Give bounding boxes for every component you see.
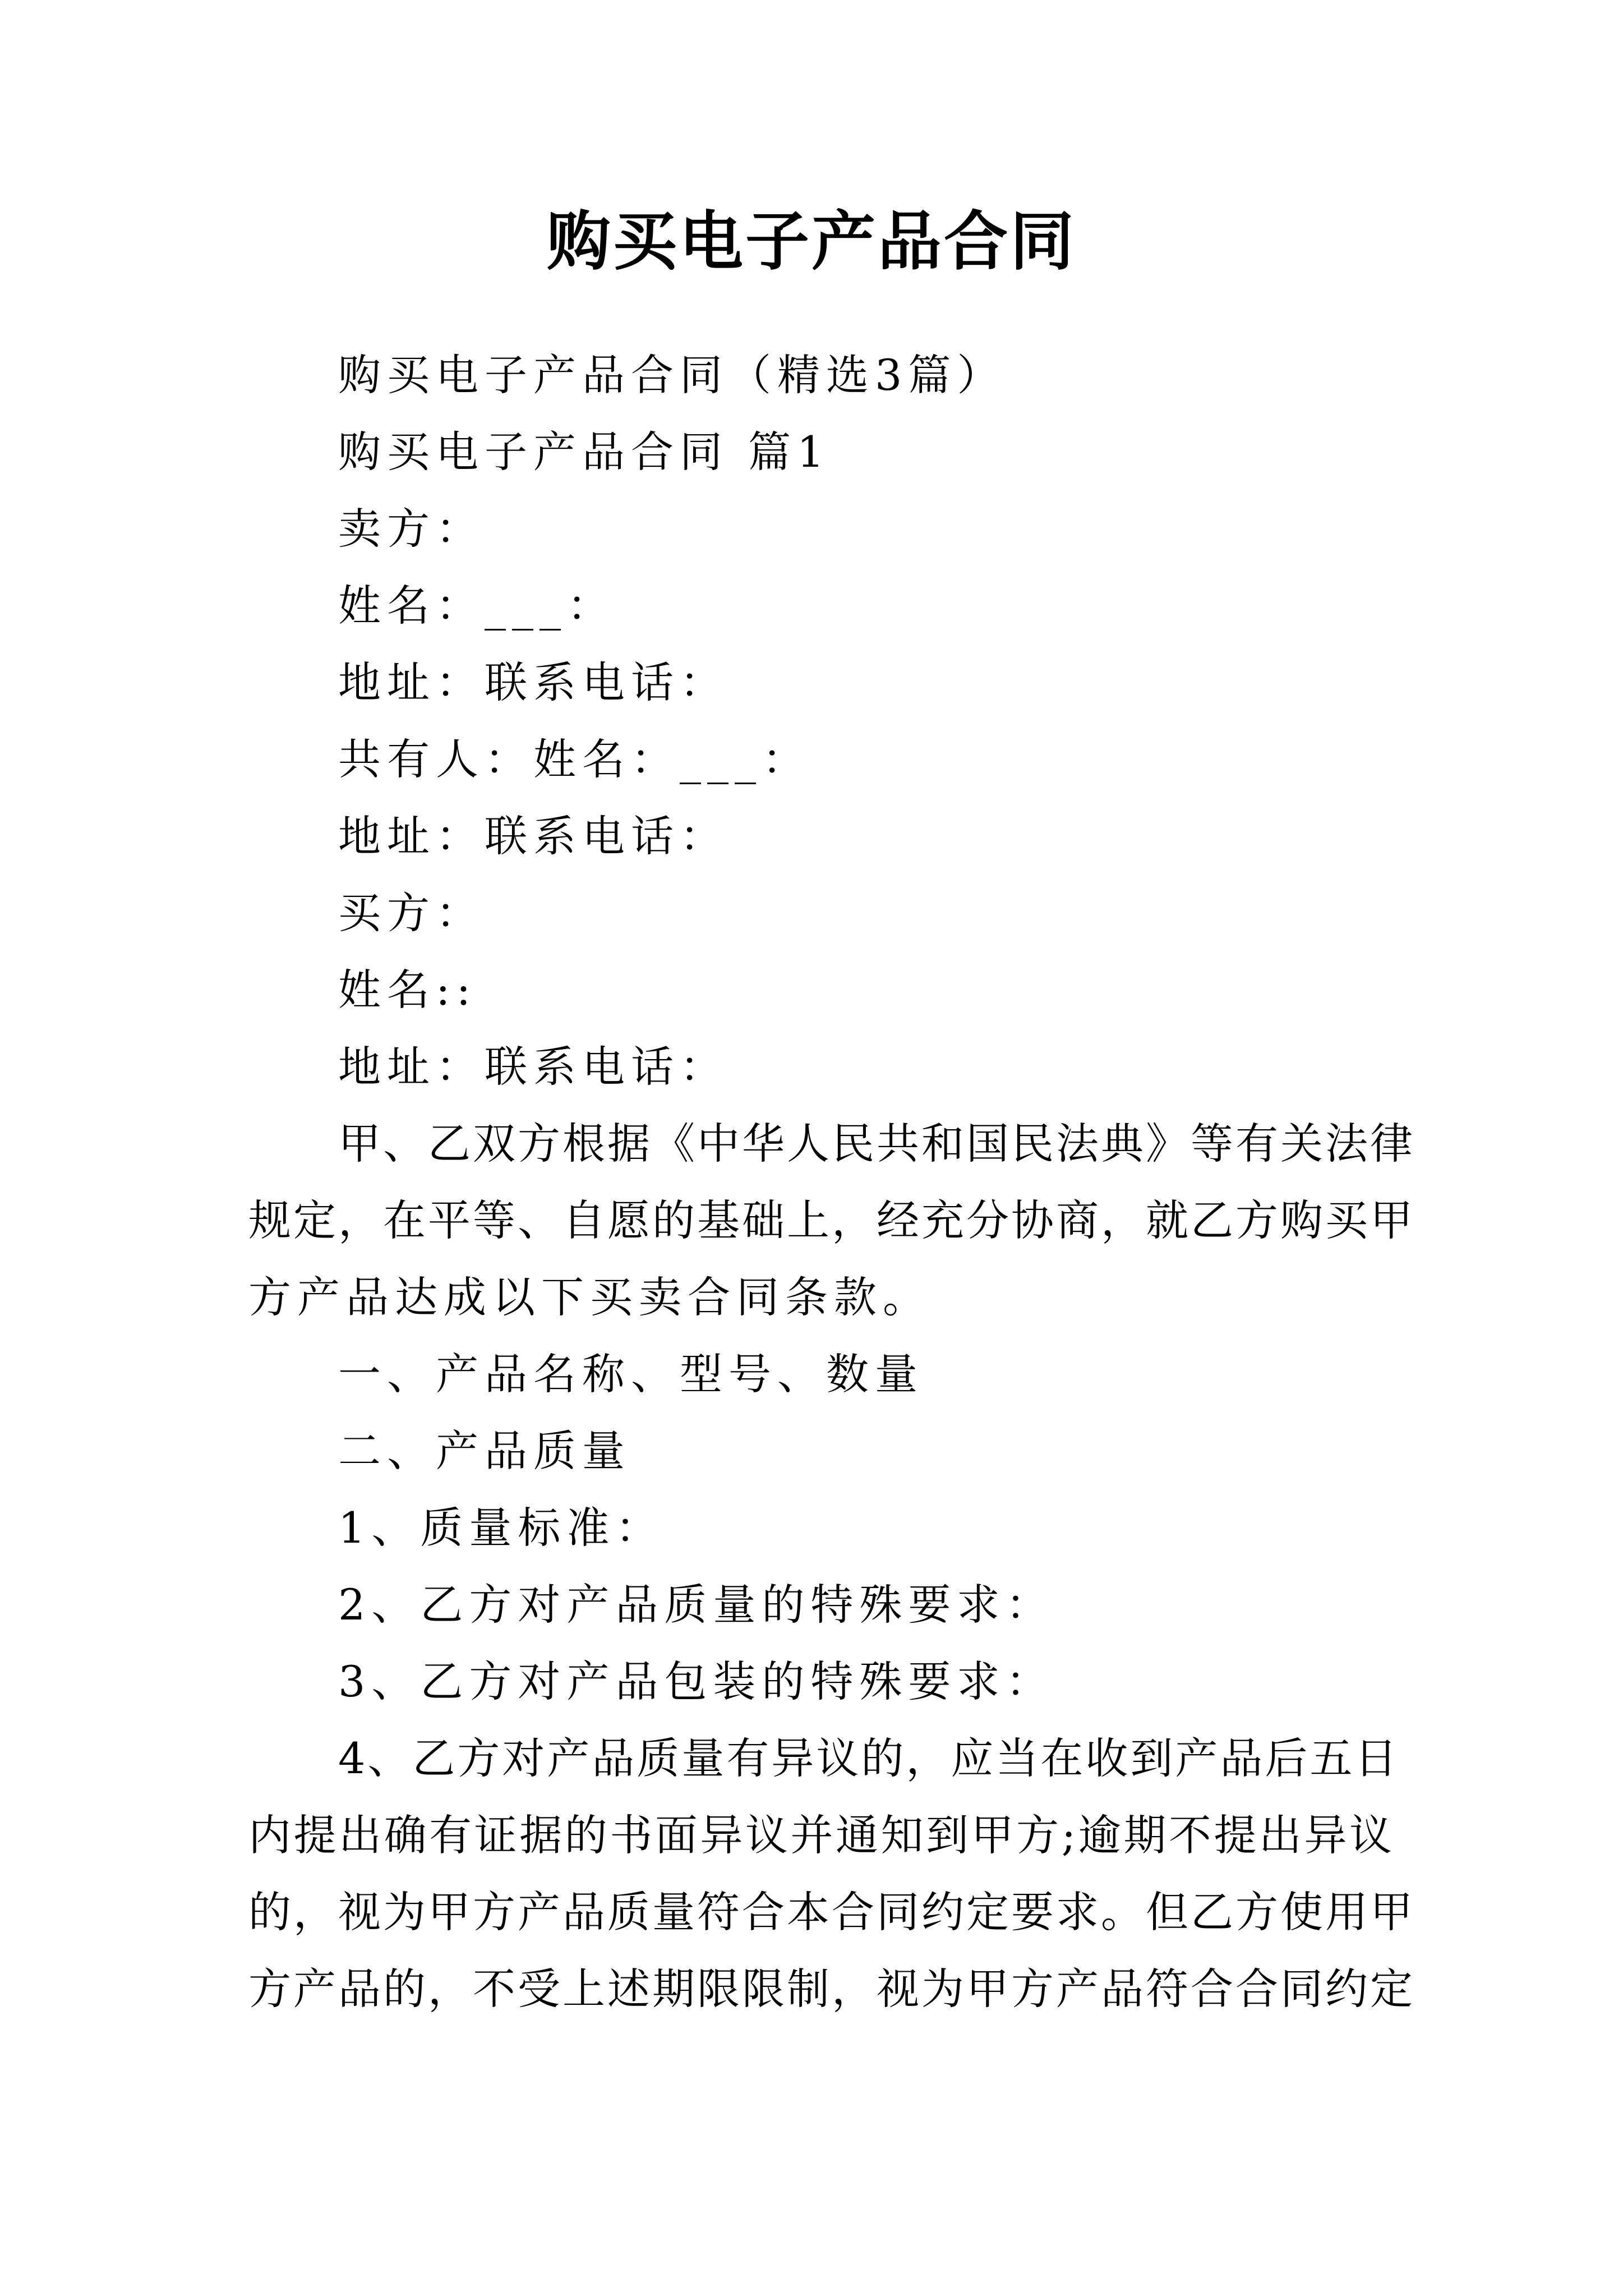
clause-item: 1、质量标准： [338,1503,665,1553]
paragraph-line: 甲、乙双方根据《中华人民共和国民法典》等有关法律 [338,1119,1415,1168]
paragraph-line: 规定，在平等、自愿的基础上，经充分协商，就乙方购买甲 [248,1195,1415,1245]
clause-item: 2、乙方对产品质量的特殊要求： [338,1580,1055,1630]
clause-item: 3、乙方对产品包装的特殊要求： [338,1657,1055,1706]
paragraph-line: 方产品的，不受上述期限限制，视为甲方产品符合合同约定 [248,1964,1415,2014]
seller-address-field: 地址：联系电话： [338,657,728,707]
paragraph-line: 方产品达成以下买卖合同条款。 [248,1272,932,1322]
section-heading: 购买电子产品合同 篇1 [338,427,831,477]
document-body [248,337,1415,2027]
co-owner-name-field: 共有人：姓名：___： [338,734,811,784]
paragraph-line: 4、乙方对产品质量有异议的，应当在收到产品后五日 [338,1733,1400,1783]
paragraph-line: 内提出确有证据的书面异议并通知到甲方;逾期不提出异议 [248,1810,1394,1860]
seller-name-field: 姓名：___： [338,581,616,631]
paragraph-line: 的，视为甲方产品质量符合本合同约定要求。但乙方使用甲 [248,1887,1415,1937]
document-title: 购买电子产品合同 [546,204,1076,279]
buyer-label: 买方： [338,888,485,938]
buyer-address-field: 地址：联系电话： [338,1042,728,1092]
buyer-name-field: 姓名:: [338,965,477,1015]
seller-label: 卖方： [338,504,485,554]
clause-heading: 一、产品名称、型号、数量 [338,1349,924,1399]
subtitle-line: 购买电子产品合同（精选3篇） [338,350,1006,400]
co-owner-address-field: 地址：联系电话： [338,811,728,861]
clause-heading: 二、产品质量 [338,1426,631,1476]
